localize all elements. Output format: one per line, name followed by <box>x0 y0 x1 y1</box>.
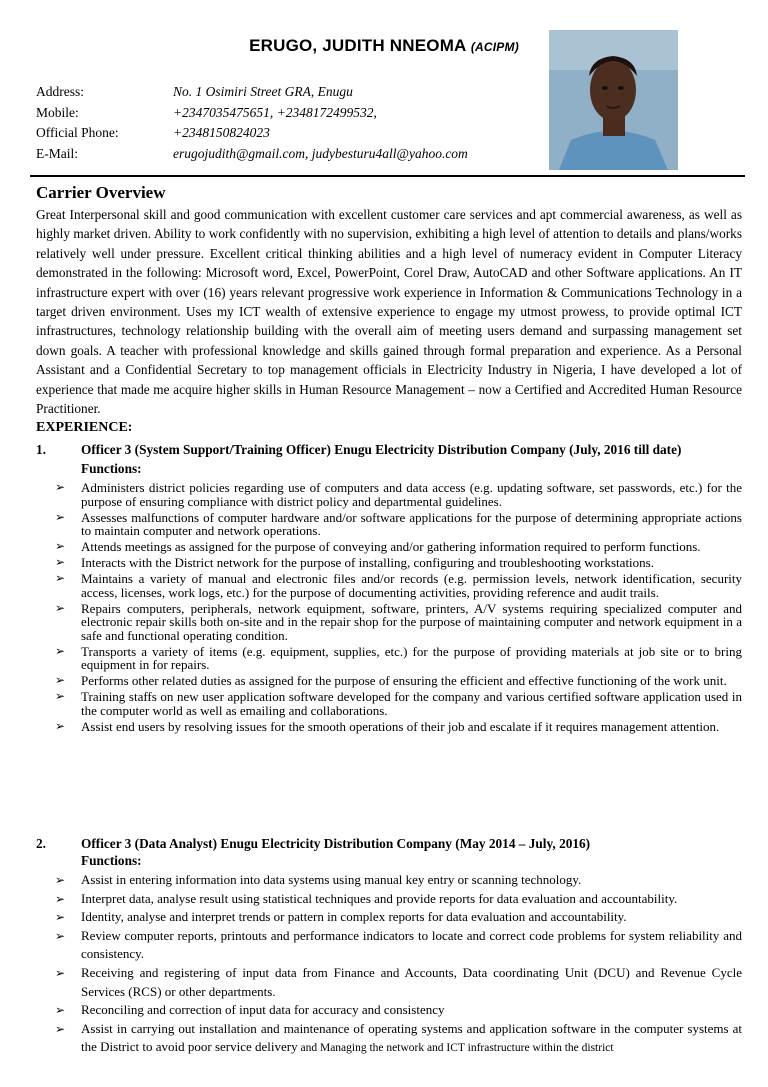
job-title: Officer 3 (System Support/Training Officer) Enugu Electricity Distribution Company (July, 2016 till date) <box>81 442 682 457</box>
contact-row-phone <box>36 123 536 144</box>
job-number: 2. <box>36 836 46 851</box>
contact-value: +2347035475651, +2348172499532, <box>173 104 377 120</box>
list-item: ➢ Assist end users by resolving issues for the smooth operations of their job and escalate if it requires management attention. <box>55 719 720 735</box>
contact-label: Mobile: <box>36 104 79 120</box>
name-suffix: (ACIPM) <box>470 40 519 54</box>
profile-photo <box>549 30 678 170</box>
list-item: ➢ Transports a variety of items (e.g. equipment, supplies, etc.) for the purpose of providing materials at job site or to bring equipment in for repairs. <box>55 643 742 673</box>
overview-paragraph: Great Interpersonal skill and good communication with excellent customer care services and apt commercial awareness, as well as highly market driven. Ability to work confidently with no supervision, exhibiting a high level of attention to details and plans/works relatively well under pressure. Excellent critical thinking abilities and a high level of numeracy evident in Computer Literacy demonstrated in the following: Microsoft word, Excel, PowerPoint, Corel Draw, AutoCAD and other Software applications. An IT infrastructure expert with over (16) years relevant progressive work experience in Information & Communications Technology in a target driven environment. Uses my ICT wealth of extensive experience to engage my utmost prowess, to provide optimal ICT infrastructures, technology relationship building with the overall aim of meeting users demand and surpassing management set down goals. A teacher with professional knowledge and skills gained through formal preparation and experience. As a Personal Assistant and a Confidential Secretary to top management officials in Electricity Industry in Nigeria, I have developed a lot of experience that made me acquire higher skills in Human Resource Management – now a Certified and Accredited Human Resource Practitioner. <box>36 207 742 417</box>
arrowhead-bullet-icon: ➢ <box>55 689 66 704</box>
list-item: ➢ Reconciling and correction of input data for accuracy and consistency <box>0 1001 768 1020</box>
list-item: ➢ Interpret data, analyse result using statistical techniques and provide reports for data evaluation and accountability. <box>0 890 768 909</box>
list-item: ➢ Identity, analyse and interpret trends or pattern in complex reports for data evaluation and accountability. <box>0 908 768 927</box>
contact-label: Address: <box>36 84 84 99</box>
arrowhead-bullet-icon: ➢ <box>55 539 66 554</box>
arrowhead-bullet-icon: ➢ <box>55 928 66 943</box>
contact-row-email <box>36 144 536 165</box>
arrowhead-bullet-icon: ➢ <box>55 719 66 734</box>
arrowhead-bullet-icon: ➢ <box>55 891 66 906</box>
arrowhead-bullet-icon: ➢ <box>55 480 66 494</box>
arrowhead-bullet-icon: ➢ <box>55 1003 66 1018</box>
name-text: ERUGO, JUDITH NNEOMA <box>249 36 466 55</box>
list-item: ➢ Repairs computers, peripherals, network equipment, software, printers, A/V systems requiring specialized computer and electronic repair skills both on-site and in the repair shop for the purpose of maintaining computer and network equipment in a safe and functional operating condition. <box>55 600 742 643</box>
list-item: ➢ Maintains a variety of manual and electronic files and/or records (e.g. permission levels, network identification, security access, licenses, work logs, etc.) for the purpose of documenting activities, providing reference and audit trails. <box>55 571 742 600</box>
arrowhead-bullet-icon: ➢ <box>55 509 66 524</box>
contact-value: erugojudith@gmail.com, judybesturu4all@yahoo.com <box>173 145 468 161</box>
contact-row-mobile <box>36 103 536 124</box>
contact-value: No. 1 Osimiri Street GRA, Enugu <box>173 84 353 99</box>
arrowhead-bullet-icon: ➢ <box>55 600 66 615</box>
list-item: ➢ Training staffs on new user application software developed for the company and various certified software application used in the computer world as well as emailing and collaborations. <box>55 689 742 719</box>
arrowhead-bullet-icon: ➢ <box>55 910 66 925</box>
profile-photo-image <box>549 30 678 170</box>
overview-heading: Carrier Overview <box>36 183 166 202</box>
arrowhead-bullet-icon: ➢ <box>55 1021 66 1036</box>
list-item: ➢ Interacts with the District network for the purpose of installing, configuring and troubleshooting workstations. <box>55 555 654 571</box>
list-item: ➢ Receiving and registering of input data from Finance and Accounts, Data coordinating Unit (DCU) and Revenue Cycle Services (RCS) or other departments. <box>55 964 742 999</box>
section-divider <box>30 175 745 177</box>
functions-label: Functions: <box>81 853 142 868</box>
arrowhead-bullet-icon: ➢ <box>55 873 66 887</box>
arrowhead-bullet-icon: ➢ <box>55 571 66 586</box>
job-number: 1. <box>36 442 46 457</box>
job-2-functions-list <box>0 871 768 1058</box>
list-item: ➢ Assesses malfunctions of computer hardware and/or software applications for the purpose of determining appropriate actions to maintain computer and network operations. <box>55 509 742 539</box>
arrowhead-bullet-icon: ➢ <box>55 673 66 688</box>
job-1-functions-list <box>0 481 768 736</box>
list-item: ➢ Administers district policies regarding use of computers and data access (e.g. updating software, set passwords, etc.) for the purpose of ensuring compliance with district policy and departmental guidelines. <box>55 480 742 509</box>
contact-block <box>36 82 536 164</box>
functions-label: Functions: <box>81 461 142 476</box>
arrowhead-bullet-icon: ➢ <box>55 555 66 570</box>
experience-heading: EXPERIENCE: <box>36 420 133 435</box>
contact-value: +2348150824023 <box>173 125 270 140</box>
list-item: ➢ Performs other related duties as assigned for the purpose of ensuring the efficient and effective functioning of the work unit. <box>55 673 727 689</box>
list-item: ➢ Assist in carrying out installation and maintenance of operating systems and application software in the computer systems at the District to avoid poor service delivery and Managing the network and ICT infrastructure within the district <box>55 1020 742 1055</box>
contact-label: E-Mail: <box>36 145 78 161</box>
arrowhead-bullet-icon: ➢ <box>55 643 66 658</box>
list-item: ➢ Assist in entering information into data systems using manual key entry or scanning technology. <box>0 871 768 890</box>
arrowhead-bullet-icon: ➢ <box>55 965 66 980</box>
list-item: ➢ Review computer reports, printouts and performance indicators to locate and correct code problems for system reliability and consistency. <box>55 927 742 962</box>
job-title: Officer 3 (Data Analyst) Enugu Electricity Distribution Company (May 2014 – July, 2016) <box>81 836 591 851</box>
contact-row-address <box>36 82 536 103</box>
list-item-tail: and Managing the network and ICT infrastructure within the district <box>297 1042 614 1055</box>
list-item: ➢ Attends meetings as assigned for the purpose of conveying and/or gathering information required to perform functions. <box>55 539 701 555</box>
contact-label: Official Phone: <box>36 125 119 140</box>
